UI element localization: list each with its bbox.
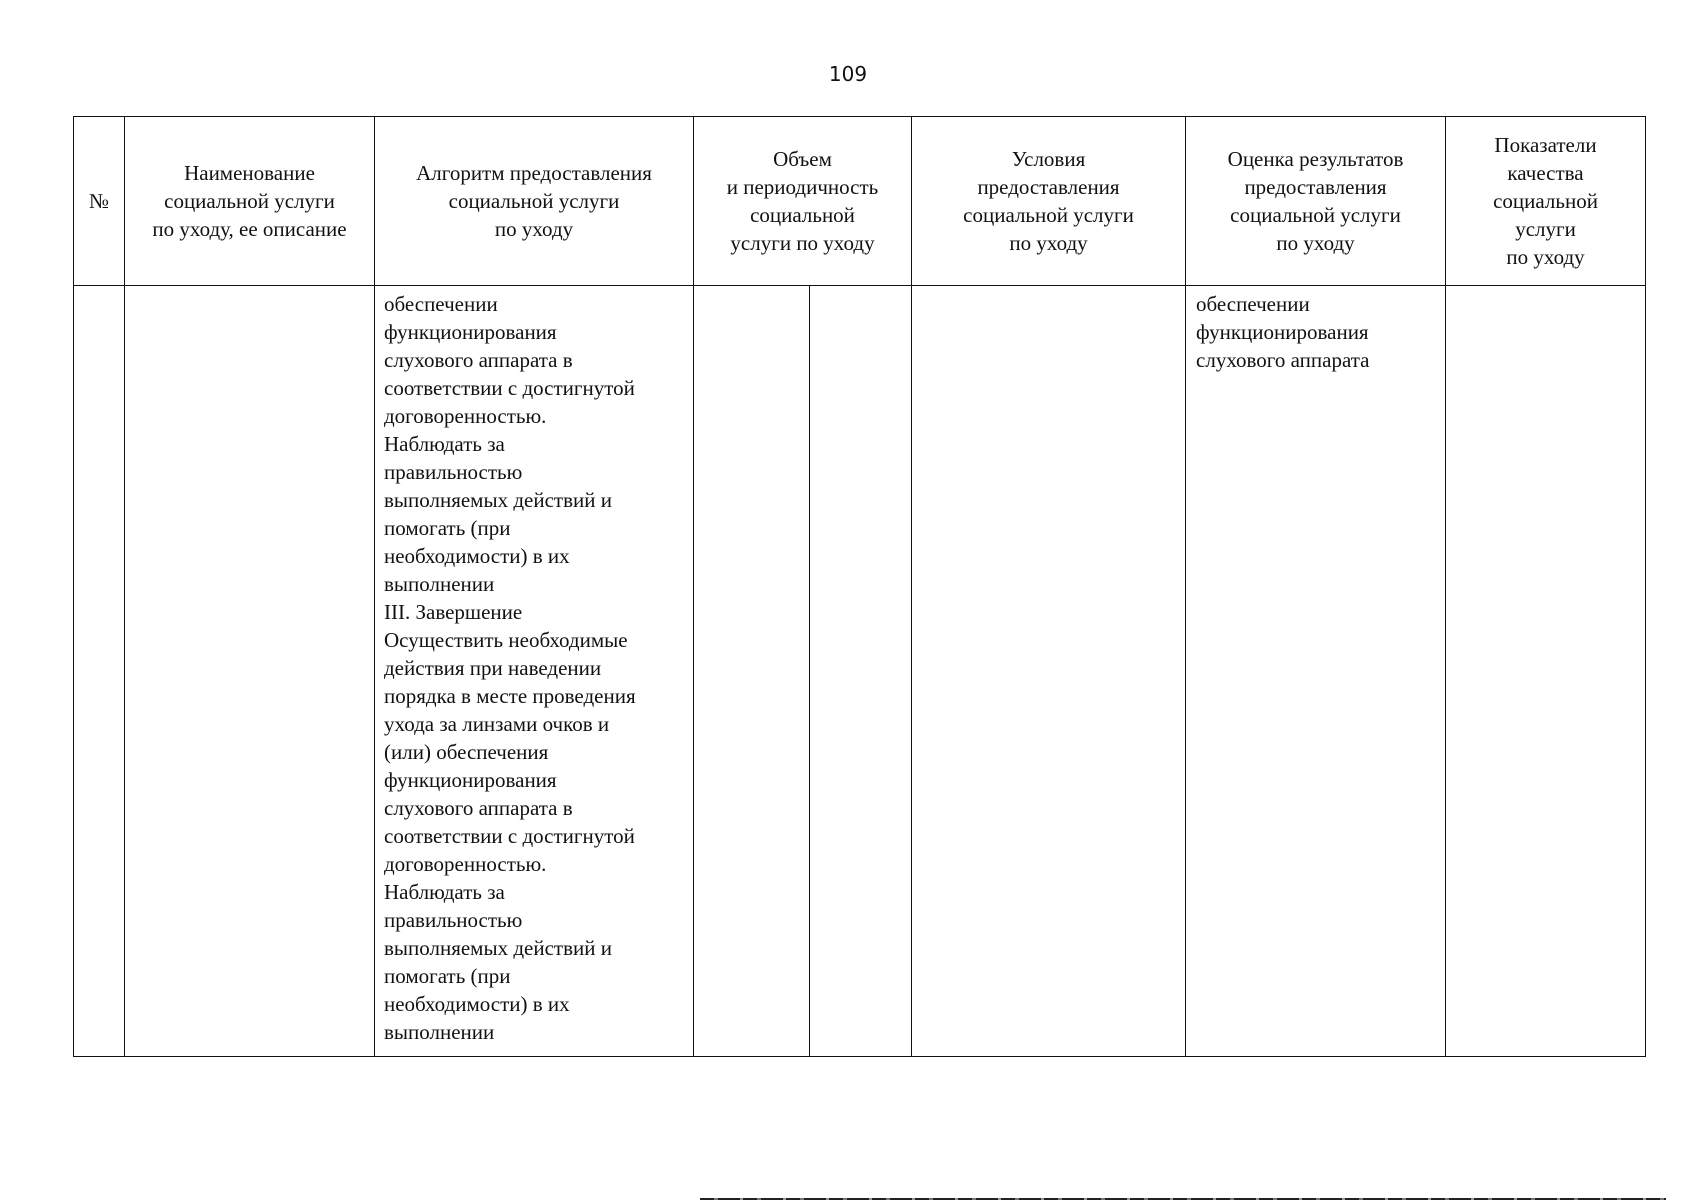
header-conditions: Условия предоставления социальной услуги по уходу [912, 117, 1186, 286]
cell-quality [1446, 286, 1646, 1057]
cell-volume-b [810, 286, 912, 1057]
services-table [73, 116, 1646, 1057]
table-header-row [74, 117, 1646, 286]
header-number: № [74, 117, 125, 286]
cell-volume-a [694, 286, 810, 1057]
cell-evaluation: обеспечении функционирования слухового аппарата [1186, 286, 1446, 1057]
header-evaluation: Оценка результатов предоставления социальной услуги по уходу [1186, 117, 1446, 286]
cell-service-name [125, 286, 375, 1057]
header-volume: Объем и периодичность социальной услуги по уходу [694, 117, 912, 286]
cell-number [74, 286, 125, 1057]
table-row [74, 286, 1646, 1057]
header-algorithm: Алгоритм предоставления социальной услуги по уходу [375, 117, 694, 286]
header-service-name: Наименование социальной услуги по уходу, ее описание [125, 117, 375, 286]
header-quality: Показатели качества социальной услуги по уходу [1446, 117, 1646, 286]
cell-conditions [912, 286, 1186, 1057]
page-number: 109 [828, 62, 868, 86]
cell-algorithm: обеспечении функционирования слухового аппарата в соответствии с достигнутой договоренностью. Наблюдать за правильностью выполняемых действий и помогать (при необходимости) в их выполнении III. Завершение Осуществить необходимые действия при наведении порядка в месте проведения ухода за линзами очков и (или) обеспечения функционирования слухового аппарата в соответствии с достигнутой договоренностью. Наблюдать за правильностью выполняемых действий и помогать (при необходимости) в их выполнении [375, 286, 694, 1057]
